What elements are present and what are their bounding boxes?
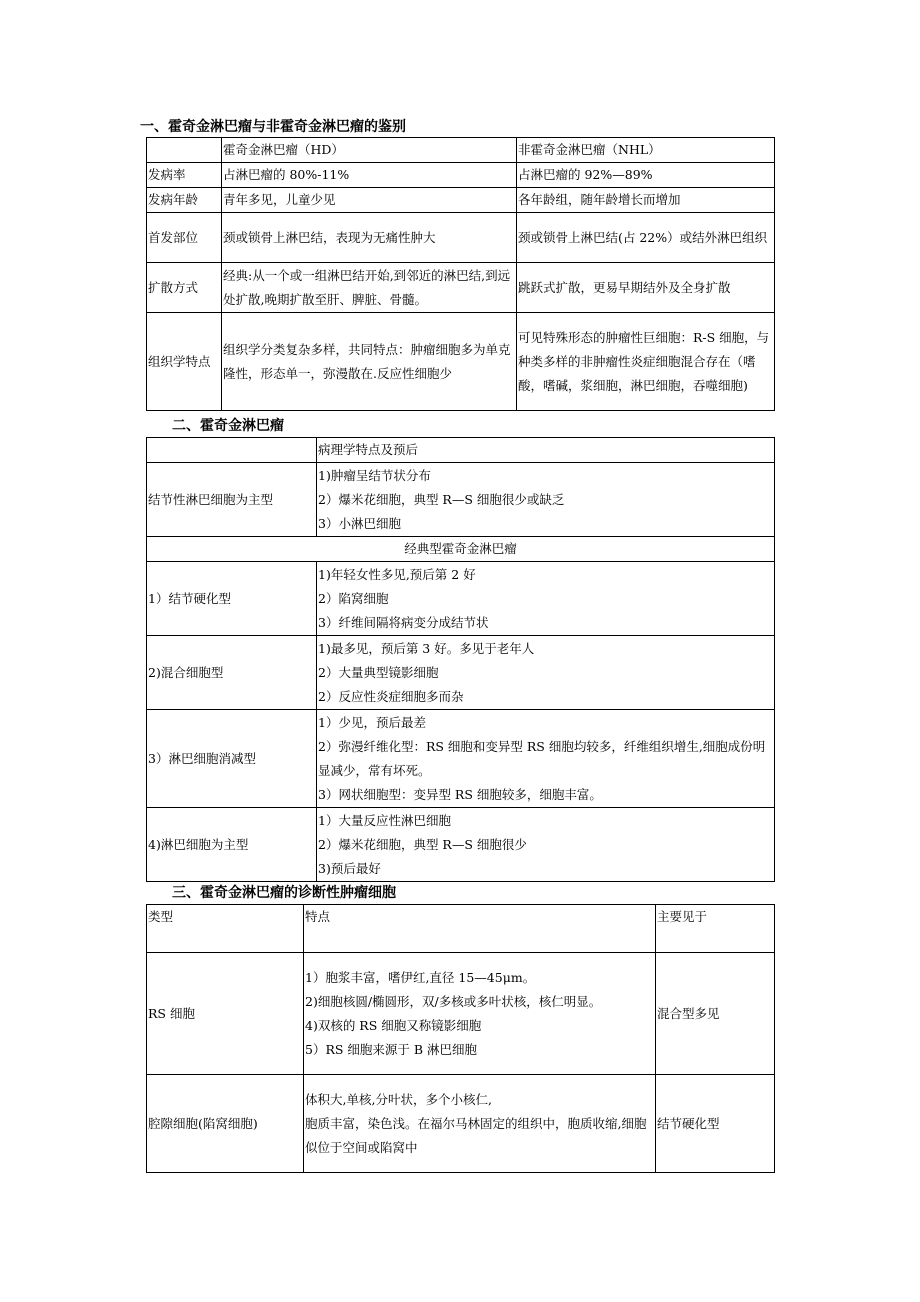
feature-item: 4)双核的 RS 细胞又称镜影细胞 [305,1017,482,1033]
feature-item: 3）网状细胞型：变异型 RS 细胞较多，细胞丰富。 [318,786,602,802]
subtype-features [317,636,775,710]
subtype-label: 1）结节硬化型 [147,562,317,636]
subtype-label: 4)淋巴细胞为主型 [147,808,317,882]
feature-item: 1)肿瘤呈结节状分布 [318,467,431,483]
feature-item: 2)细胞核圆/椭圆形，双/多核或多叶状核，核仁明显。 [305,993,602,1009]
row-label: 扩散方式 [147,263,222,313]
cell-type-label: RS 细胞 [147,953,304,1075]
feature-item: 3）纤维间隔将病变分成结节状 [318,614,489,630]
feature-item: 5）RS 细胞来源于 B 淋巴细胞 [305,1041,478,1057]
feature-item: 2）弥漫纤维化型：RS 细胞和变异型 RS 细胞均较多，纤维组织增生,细胞成份明显减少，常有坏死。 [318,738,766,778]
pathology-header: 病理学特点及预后 [317,438,775,463]
cell-type-label: 腔隙细胞(陷窝细胞) [147,1075,304,1173]
row-label: 发病年龄 [147,188,222,213]
feature-item: 2）大量典型镜影细胞 [318,664,439,680]
header-cell-nhl: 非霍奇金淋巴瘤（NHL） [517,138,775,163]
section2-heading: 二、霍奇金淋巴瘤 [172,418,284,434]
hd-cell: 青年多见，儿童少见 [222,188,517,213]
feature-item: 2）反应性炎症细胞多而杂 [318,688,464,704]
hd-nhl-comparison-table [146,137,775,411]
nhl-cell: 颈或锁骨上淋巴结(占 22%）或结外淋巴组织 [517,213,775,263]
hd-cell: 颈或锁骨上淋巴结，表现为无痛性肿大 [222,213,517,263]
hd-cell: 经典:从一个或一组淋巴结开始,到邻近的淋巴结,到远处扩散,晚期扩散至肝、脾脏、骨髓。 [222,263,517,313]
feature-item: 胞质丰富，染色浅。在福尔马林固定的组织中，胞质收缩,细胞似位于空间或陷窝中 [305,1115,647,1155]
cell-seen-in: 结节硬化型 [656,1075,775,1173]
section3-heading: 三、霍奇金淋巴瘤的诊断性肿瘤细胞 [172,885,396,901]
subtype-features [317,710,775,808]
section1-heading: 一、霍奇金淋巴瘤与非霍奇金淋巴瘤的鉴别 [140,119,406,135]
feature-item: 2）爆米花细胞，典型 R—S 细胞很少或缺乏 [318,491,565,507]
header-cell-empty [147,438,317,463]
header-cell-type: 类型 [147,905,304,953]
feature-item: 体积大,单核,分叶状，多个小核仁, [305,1091,492,1107]
feature-item: 2）爆米花细胞，典型 R—S 细胞很少 [318,836,527,852]
header-cell-seen-in: 主要见于 [656,905,775,953]
subtype-features [317,562,775,636]
feature-item: 1）少见，预后最差 [318,714,426,730]
row-label: 组织学特点 [147,313,222,411]
hd-cell: 占淋巴瘤的 80%-11% [222,163,517,188]
feature-item: 3）小淋巴细胞 [318,515,401,531]
cell-seen-in: 混合型多见 [656,953,775,1075]
subtype-features [317,463,775,537]
feature-item: 1)最多见，预后第 3 好。多见于老年人 [318,640,535,656]
feature-item: 2）陷窝细胞 [318,590,389,606]
classic-hd-header: 经典型霍奇金淋巴瘤 [147,537,775,562]
row-label: 发病率 [147,163,222,188]
nhl-cell: 可见特殊形态的肿瘤性巨细胞：R-S 细胞，与种类多样的非肿瘤性炎症细胞混合存在（嗜酸，嗜碱，浆细胞，淋巴细胞，吞噬细胞) [517,313,775,411]
row-label: 首发部位 [147,213,222,263]
feature-item: 1）胞浆丰富，嗜伊红,直径 15—45μm。 [305,969,536,985]
cell-features [304,953,656,1075]
feature-item: 1)年轻女性多见,预后第 2 好 [318,566,476,582]
nhl-cell: 跳跃式扩散，更易早期结外及全身扩散 [517,263,775,313]
nhl-cell: 各年龄组，随年龄增长而增加 [517,188,775,213]
nhl-cell: 占淋巴瘤的 92%—89% [517,163,775,188]
subtype-label: 3）淋巴细胞消减型 [147,710,317,808]
subtype-label: 结节性淋巴细胞为主型 [147,463,317,537]
hd-cell: 组织学分类复杂多样，共同特点：肿瘤细胞多为单克隆性，形态单一，弥漫散在.反应性细胞少 [222,313,517,411]
header-cell-hd: 霍奇金淋巴瘤（HD） [222,138,517,163]
cell-features [304,1075,656,1173]
feature-item: 1）大量反应性淋巴细胞 [318,812,451,828]
diagnostic-cells-table [146,904,775,1173]
header-cell-empty [147,138,222,163]
hd-pathology-table [146,437,775,882]
subtype-features [317,808,775,882]
subtype-label: 2)混合细胞型 [147,636,317,710]
feature-item: 3)预后最好 [318,860,381,876]
header-cell-features: 特点 [304,905,656,953]
